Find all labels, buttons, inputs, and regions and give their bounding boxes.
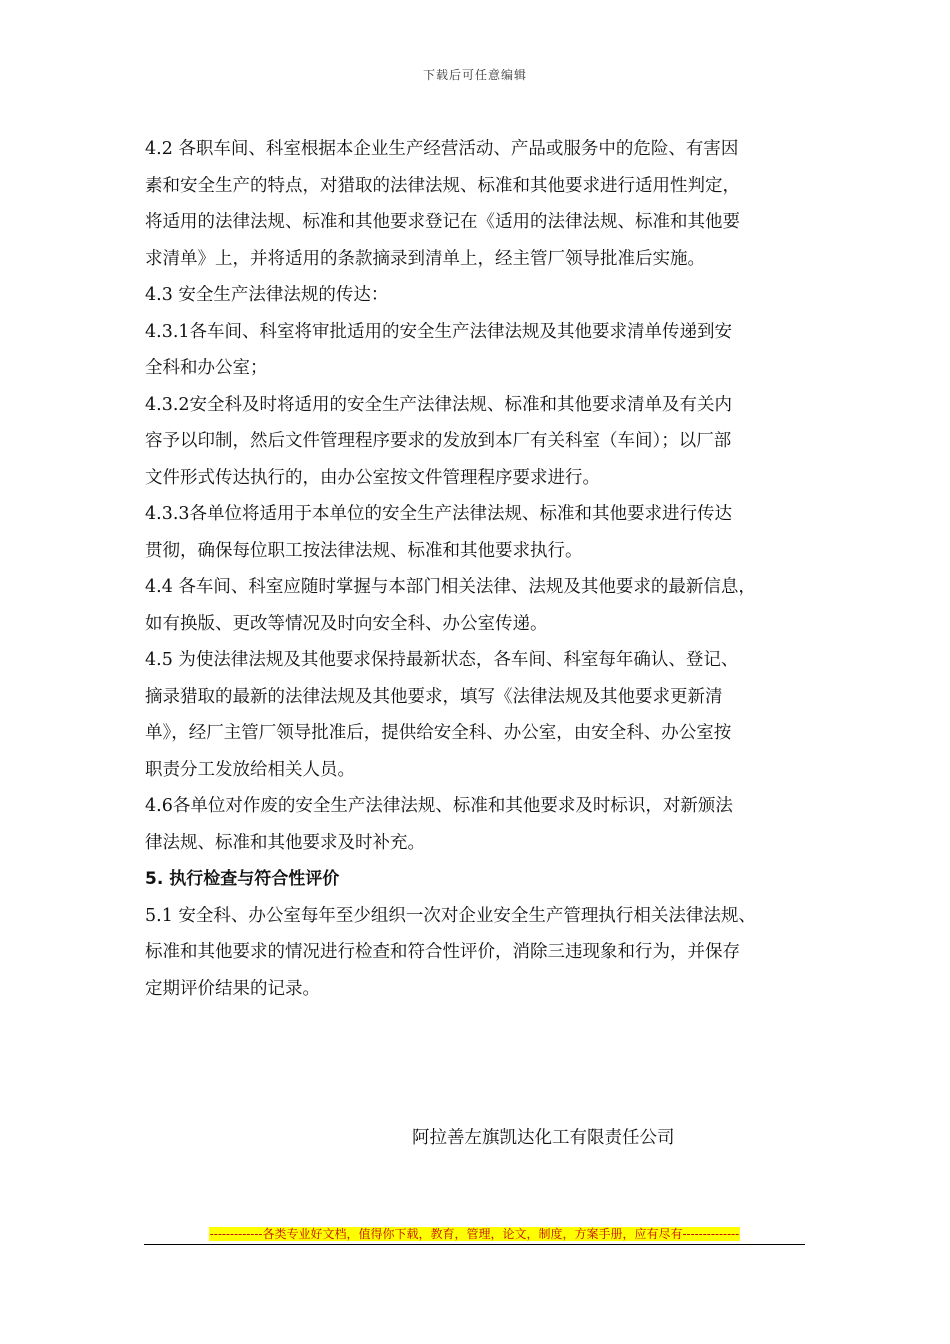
- paragraph-line: 单》，经厂主管厂领导批准后，提供给安全科、办公室，由安全科、办公室按: [145, 723, 732, 743]
- paragraph-line: 定期评价结果的记录。: [145, 978, 320, 999]
- paragraph-line: 标准和其他要求的情况进行检查和符合性评价，消除三违现象和行为，并保存: [145, 942, 740, 962]
- paragraph-line: 4.6各单位对作废的安全生产法律法规、标准和其他要求及时标识，对新颁法: [145, 796, 733, 816]
- paragraph-line: 4.4 各车间、科室应随时掌握与本部门相关法律、法规及其他要求的最新信息，: [145, 577, 756, 597]
- paragraph-line: 摘录猎取的最新的法律法规及其他要求，填写《法律法规及其他要求更新清: [145, 686, 723, 707]
- paragraph-line: 贯彻，确保每位职工按法律法规、标准和其他要求执行。: [145, 540, 583, 561]
- paragraph-line: 4.3.2安全科及时将适用的安全生产法律法规、标准和其他要求清单及有关内: [145, 394, 733, 415]
- paragraph-line: 4.2 各职车间、科室根据本企业生产经营活动、产品或服务中的危险、有害因: [145, 139, 739, 159]
- paragraph-line: 职责分工发放给相关人员。: [145, 759, 355, 780]
- paragraph-line: 文件形式传达执行的，由办公室按文件管理程序要求进行。: [145, 467, 600, 488]
- paragraph-line: 全科和办公室；: [145, 358, 268, 378]
- footer-rule: [144, 1244, 805, 1245]
- paragraph-line: 将适用的法律法规、标准和其他要求登记在《适用的法律法规、标准和其他要: [145, 212, 740, 232]
- footer-banner-text: -------------各类专业好文档，值得你下载，教育，管理，论文，制度，方案手册，应有尽有--------------: [209, 1227, 740, 1241]
- paragraph-line: 求清单》上，并将适用的条款摘录到清单上，经主管厂领导批准后实施。: [145, 248, 705, 269]
- paragraph-line: 素和安全生产的特点，对猎取的法律法规、标准和其他要求进行适用性判定，: [145, 175, 740, 196]
- paragraph-line: 4.3 安全生产法律法规的传达：: [145, 285, 389, 305]
- paragraph-line: 容予以印制，然后文件管理程序要求的发放到本厂有关科室（车间）；以厂部: [145, 431, 732, 451]
- paragraph-line: 4.3.1各车间、科室将审批适用的安全生产法律法规及其他要求清单传递到安: [145, 321, 733, 342]
- paragraph-line: 4.3.3各单位将适用于本单位的安全生产法律法规、标准和其他要求进行传达: [145, 504, 733, 524]
- paragraph-line: 如有换版、更改等情况及时向安全科、办公室传递。: [145, 613, 548, 634]
- paragraph-line: 律法规、标准和其他要求及时补充。: [145, 832, 425, 853]
- paragraph-line: 4.5 为使法律法规及其他要求保持最新状态，各车间、科室每年确认、登记、: [145, 650, 739, 670]
- company-signature: 阿拉善左旗凯达化工有限责任公司: [412, 1128, 675, 1148]
- section-heading: 5. 执行检查与符合性评价: [145, 869, 340, 889]
- footer-banner: [144, 1226, 805, 1243]
- paragraph-line: 5.1 安全科、办公室每年至少组织一次对企业安全生产管理执行相关法律法规、: [145, 905, 756, 926]
- document-body: [145, 131, 815, 1007]
- page-header: 下载后可任意编辑: [422, 68, 527, 82]
